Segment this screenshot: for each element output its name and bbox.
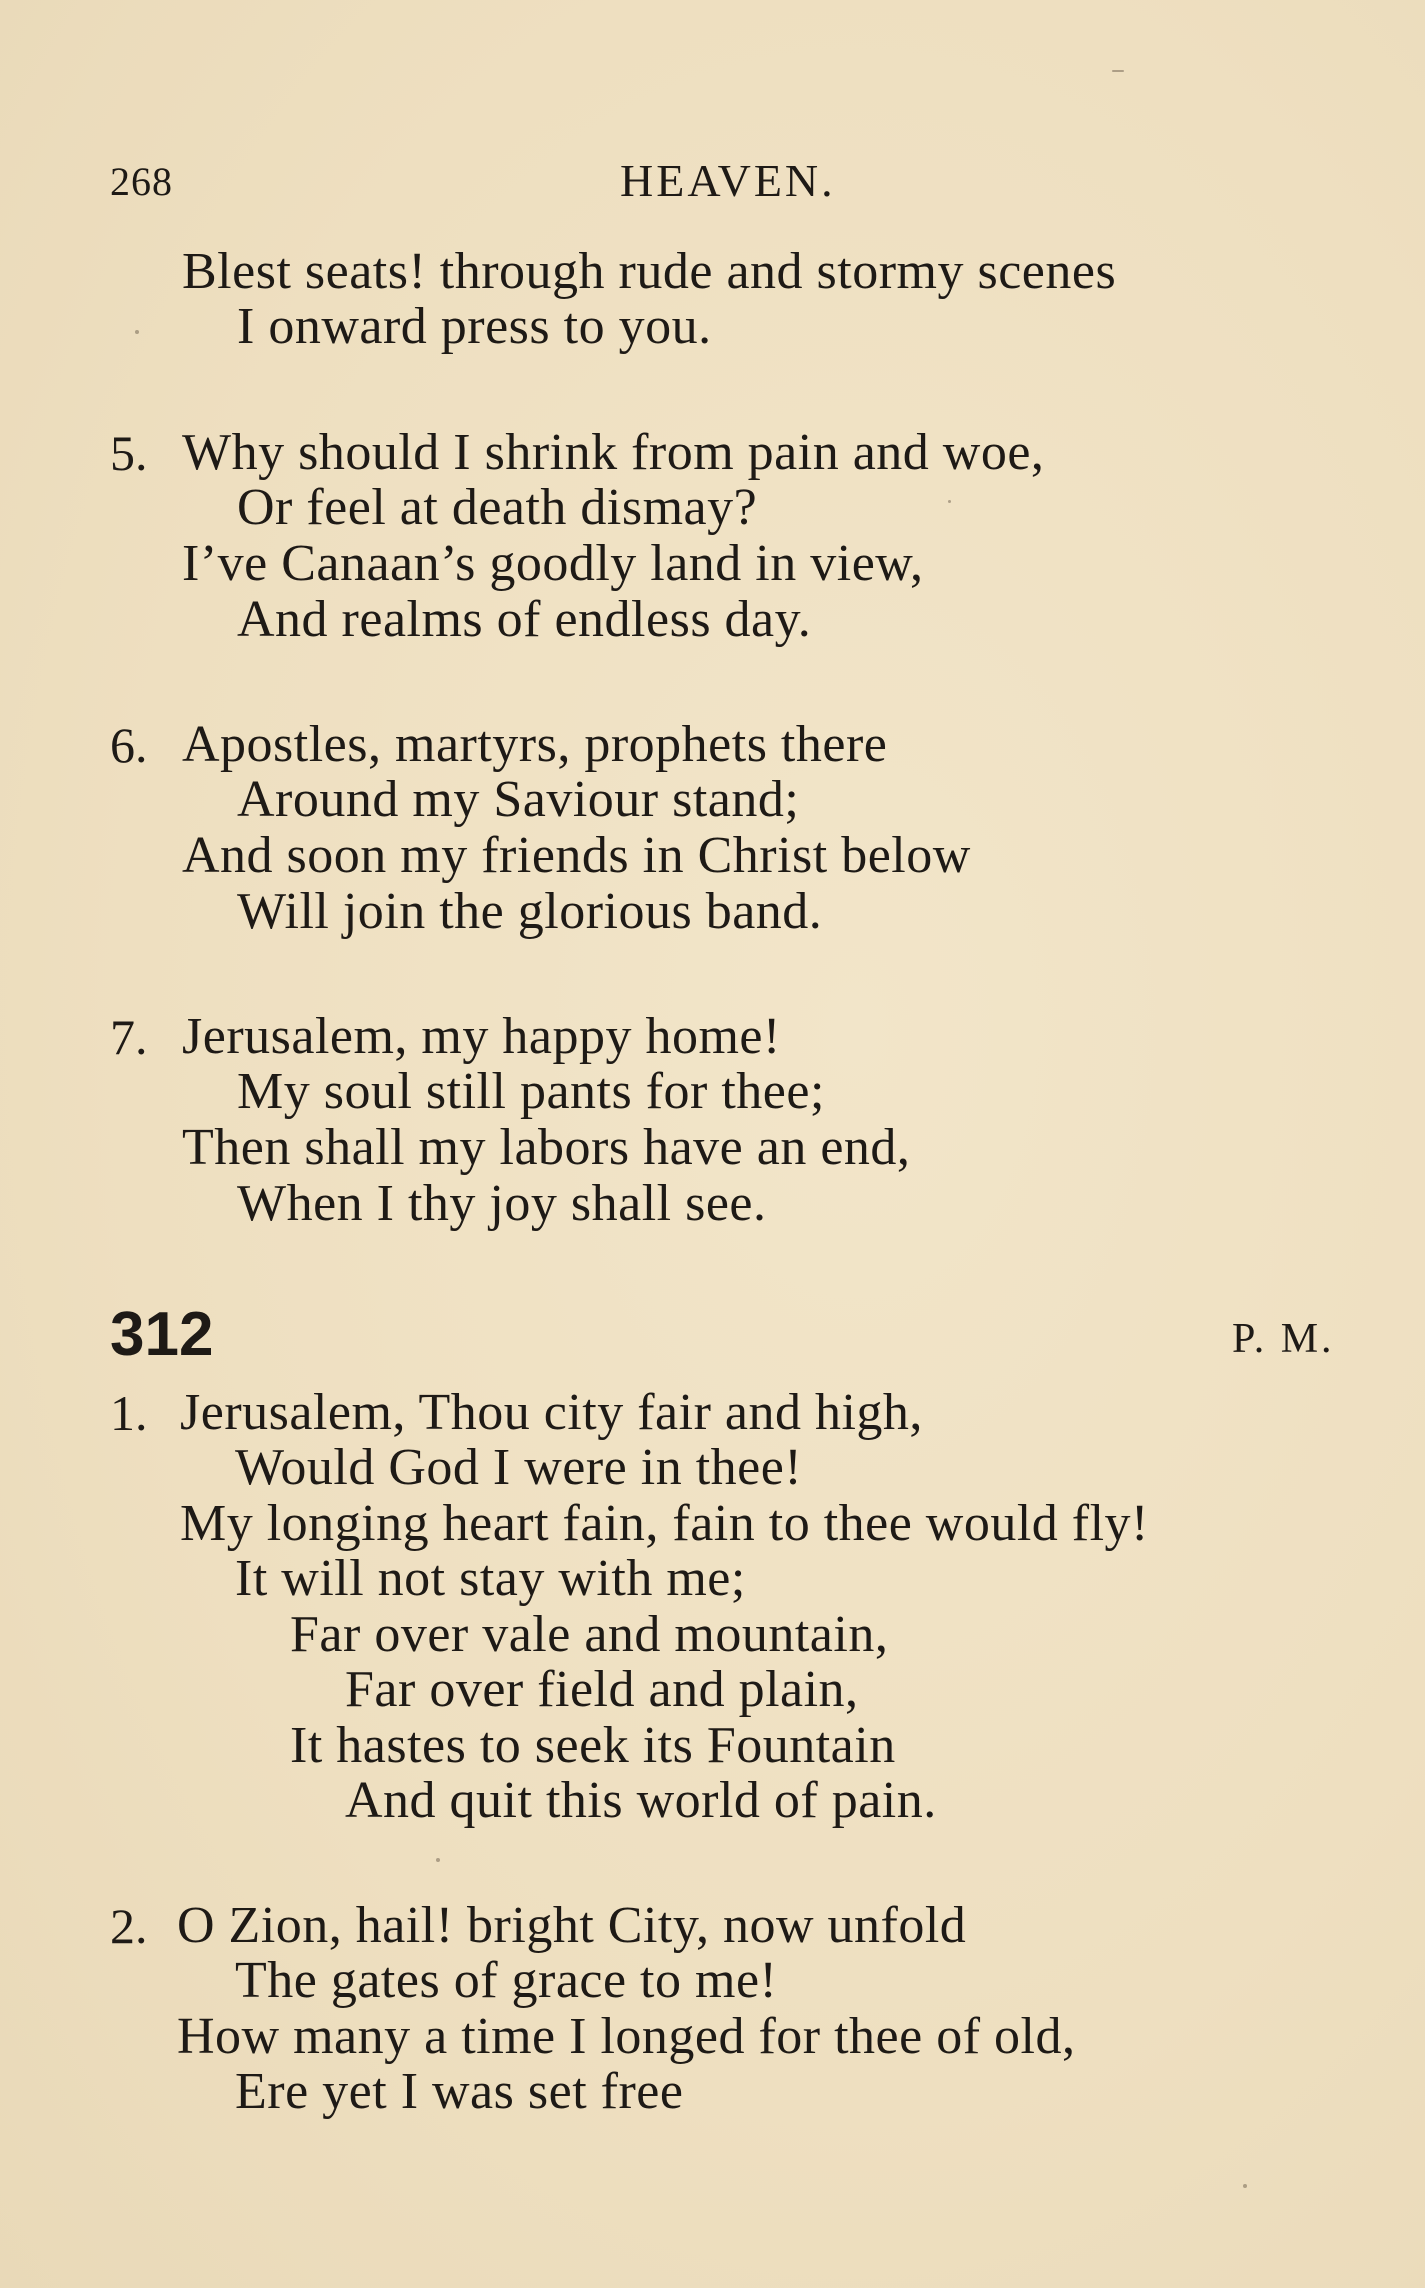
verse-line: The gates of grace to me! <box>235 1952 778 2009</box>
stanza-number: 7. <box>110 1009 148 1065</box>
running-title: HEAVEN. <box>620 155 836 206</box>
verse-line: My longing heart fain, fain to thee would fly! <box>180 1495 1149 1552</box>
stanza-number: 2. <box>110 1898 148 1954</box>
paper-speck <box>135 330 139 334</box>
verse-line: It will not stay with me; <box>235 1550 746 1607</box>
verse-line: Around my Saviour stand; <box>237 771 800 828</box>
page-number: 268 <box>110 159 173 204</box>
verse-line: And realms of endless day. <box>237 591 812 648</box>
paper-speck <box>948 500 951 503</box>
verse-line: My soul still pants for thee; <box>237 1063 825 1120</box>
verse-line: Blest seats! through rude and stormy scenes <box>182 243 1117 300</box>
verse-line: And soon my friends in Christ below <box>182 827 971 884</box>
verse-line: Will join the glorious band. <box>237 883 823 940</box>
verse-line: I’ve Canaan’s goodly land in view, <box>182 535 924 592</box>
page-header <box>110 150 1350 210</box>
verse-line: Then shall my labors have an end, <box>182 1119 911 1176</box>
verse-line: I onward press to you. <box>237 298 712 355</box>
verse-line: Apostles, martyrs, prophets there <box>182 716 888 773</box>
verse-line: Jerusalem, Thou city fair and high, <box>180 1384 923 1441</box>
stanza-number: 1. <box>110 1385 148 1441</box>
verse-line: O Zion, hail! bright City, now unfold <box>177 1897 967 1954</box>
verse-line: Far over field and plain, <box>345 1661 859 1718</box>
paper-speck <box>436 1858 440 1862</box>
paper-speck <box>1112 70 1124 72</box>
verse-line: It hastes to seek its Fountain <box>290 1717 896 1774</box>
verse-line: Would God I were in thee! <box>235 1439 803 1496</box>
paper-speck <box>1243 2184 1247 2188</box>
verse-line: And quit this world of pain. <box>345 1772 937 1829</box>
verse-line: Far over vale and mountain, <box>290 1606 889 1663</box>
verse-line: Why should I shrink from pain and woe, <box>182 424 1045 481</box>
stanza-number: 6. <box>110 717 148 773</box>
verse-line: When I thy joy shall see. <box>237 1175 767 1232</box>
stanza-number: 5. <box>110 425 148 481</box>
verse-line: Jerusalem, my happy home! <box>182 1008 781 1065</box>
hymn-number: 312 <box>110 1300 214 1369</box>
verse-line: Ere yet I was set free <box>235 2063 684 2120</box>
hymn-meter: P. M. <box>1232 1316 1335 1362</box>
verse-line: How many a time I longed for thee of old, <box>177 2008 1076 2065</box>
verse-line: Or feel at death dismay? <box>237 479 758 536</box>
